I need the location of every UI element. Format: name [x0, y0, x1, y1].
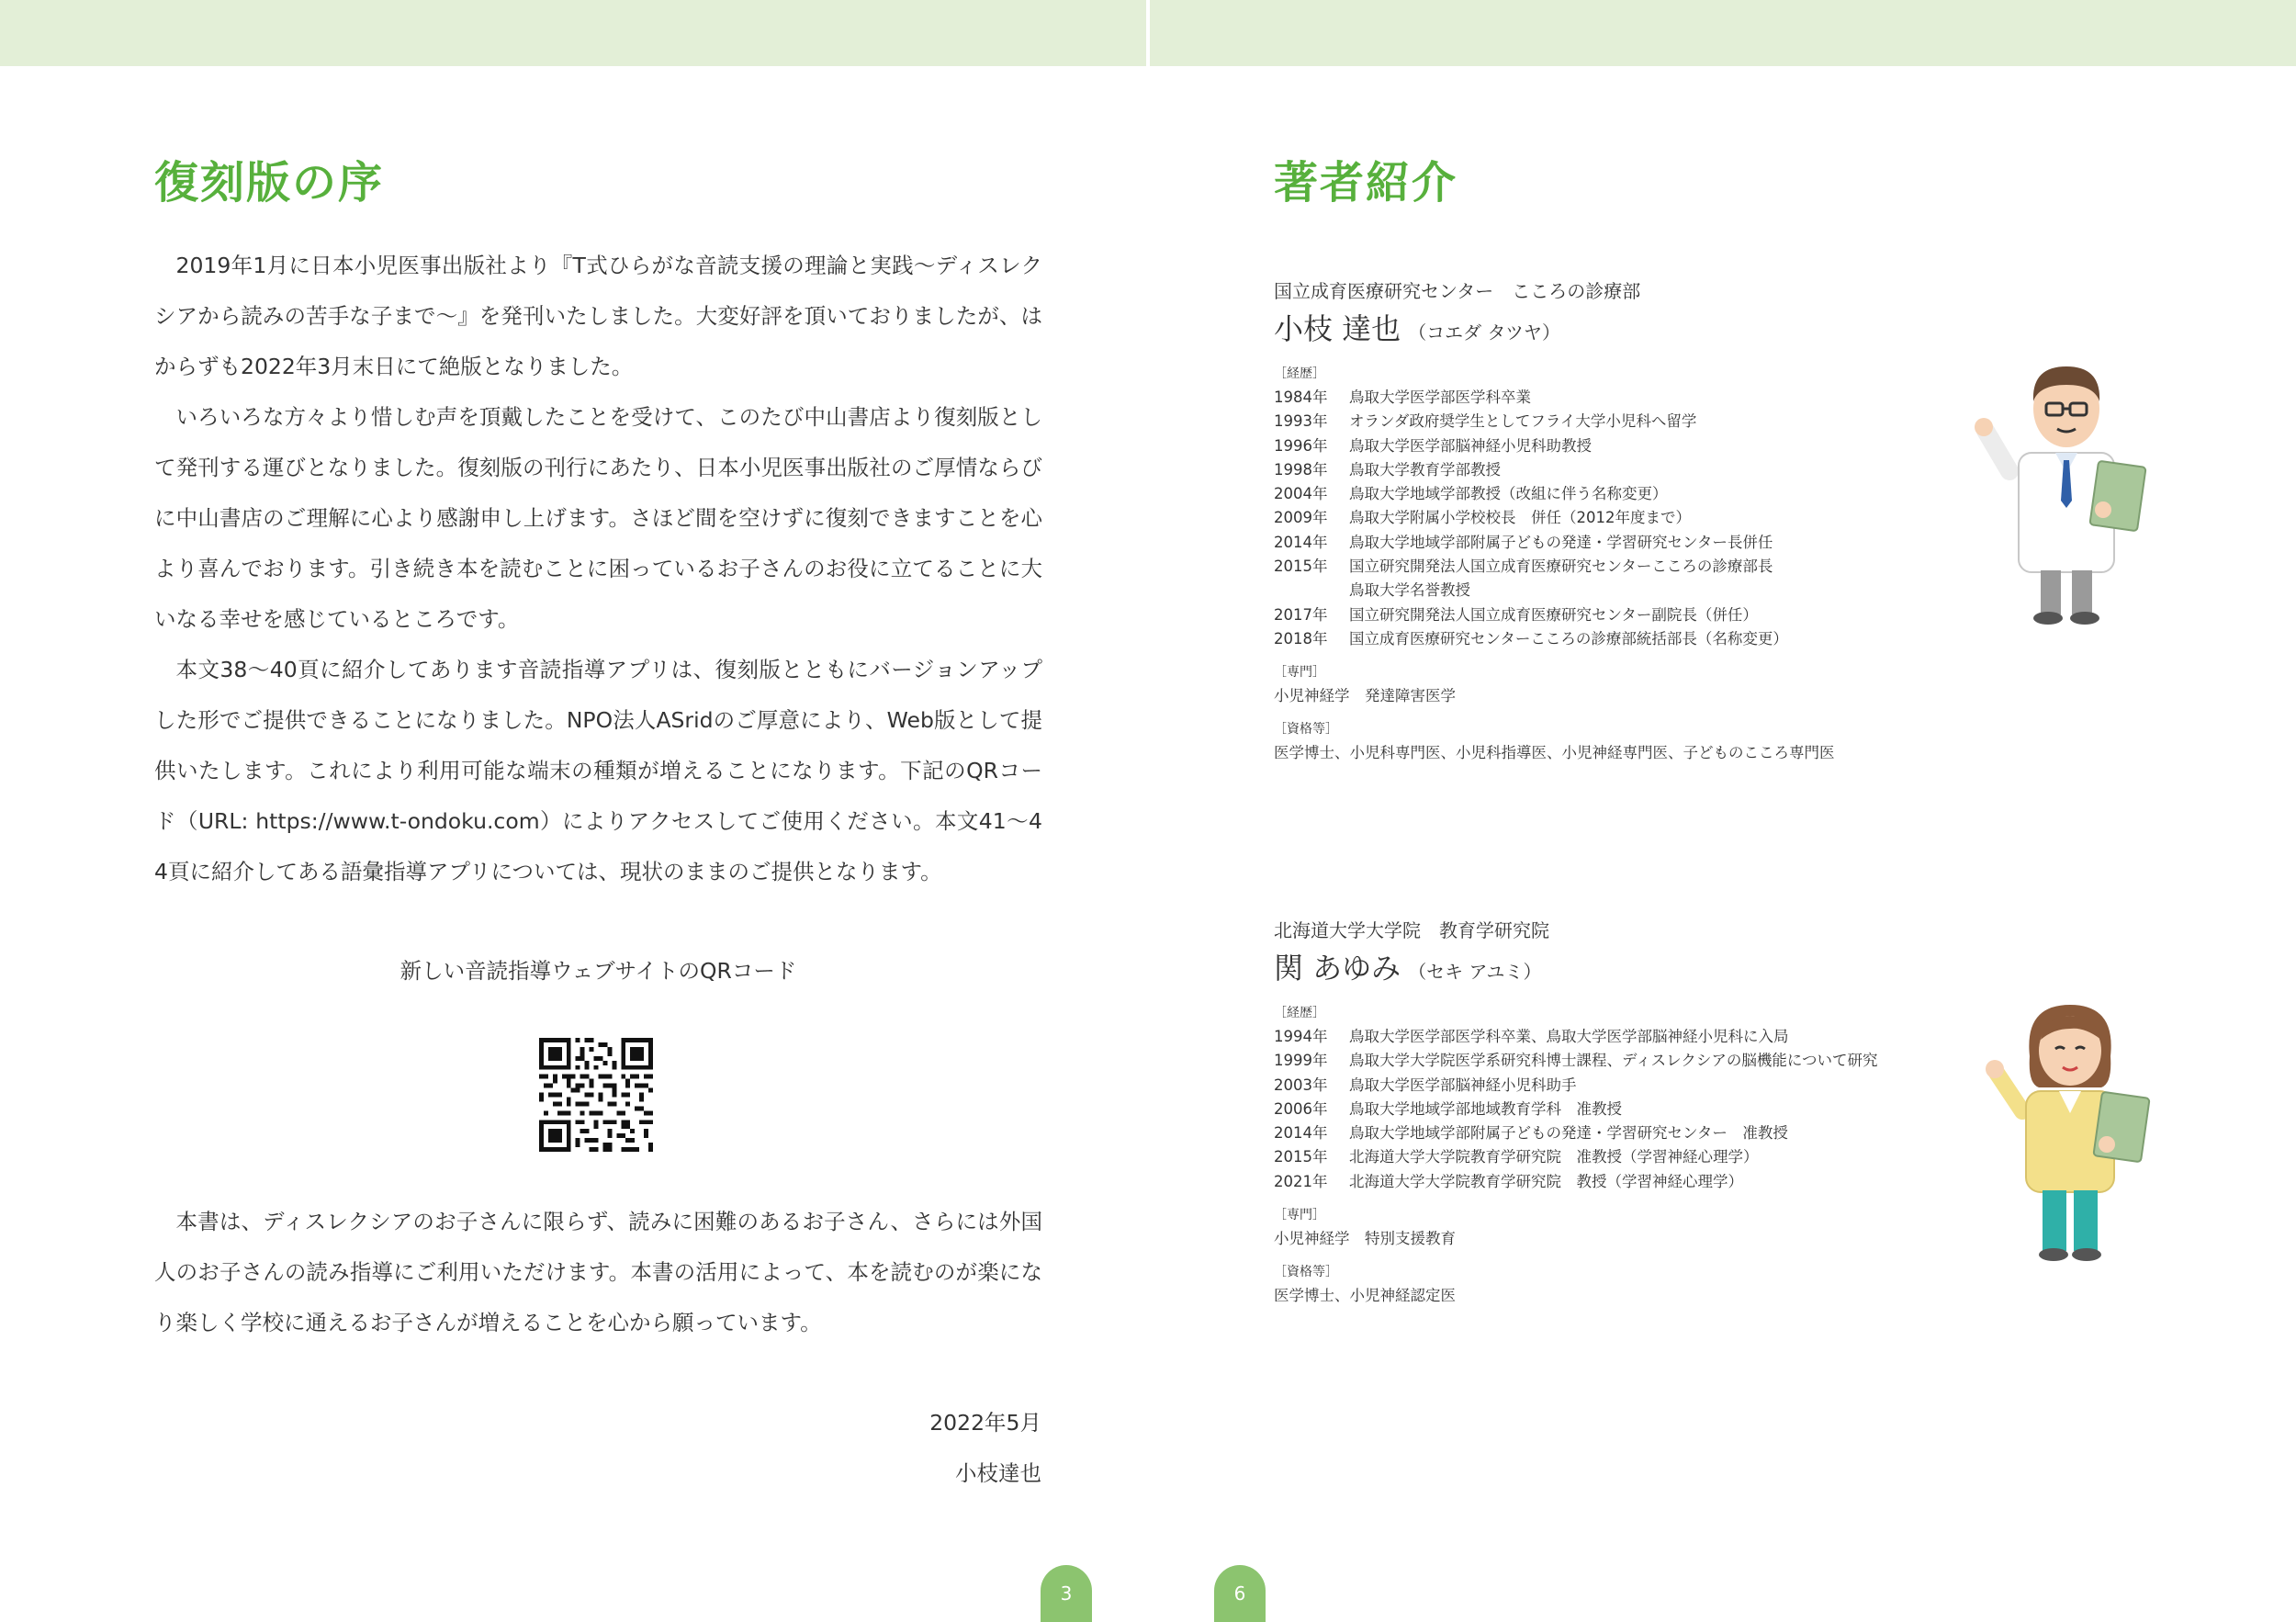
career-year: 2015年 — [1274, 558, 1328, 576]
career-year: 2014年 — [1274, 533, 1328, 551]
career-text: 鳥取大学地域学部附属子どもの発達・学習研究センター長併任 — [1349, 533, 1773, 551]
career-year: 1994年 — [1274, 1028, 1328, 1045]
career-text: 鳥取大学医学部脳神経小児科助教授 — [1349, 436, 1592, 455]
woman-illustration — [1975, 992, 2167, 1267]
career-row — [1274, 1121, 2027, 1145]
qualifications-label: ［資格等］ — [1274, 722, 1338, 738]
doctor-illustration — [1965, 354, 2167, 629]
career-row — [1274, 1145, 2027, 1169]
career-year: 2003年 — [1274, 1076, 1328, 1094]
qr-caption: 新しい音読指導ウェブサイトのQRコード — [400, 958, 797, 984]
career-row — [1274, 1074, 2027, 1098]
career-row — [1274, 603, 2027, 627]
preface-paragraph-3: 本文38〜40頁に紹介してあります音読指導アプリは、復刻版とともにバージョンアップした形でご提供できることになりました。NPO法人ASridのご厚意により、Web版として提供いたします。これにより利用可能な端末の種類が増えることになります。下記のQRコード（URL: https://www.t-ondoku.com）によりアクセスしてご使用ください。本文41〜44頁に紹介してある語彙指導アプリについては、現状のままのご提供となります。 — [154, 657, 1042, 884]
career-row — [1274, 434, 2027, 458]
career-text: 鳥取大学附属小学校校長 併任（2012年度まで） — [1349, 509, 1691, 527]
preface-paragraph-1: 2019年1月に日本小児医事出版社より『T式ひらがな音読支援の理論と実践〜ディスレクシアから読みの苦手な子まで〜』を発刊いたしました。大変好評を頂いておりましたが、はからずも2022年3月末日にて絶版となりました。 — [154, 253, 1042, 379]
career-list — [1274, 1025, 2027, 1194]
qualifications-label: ［資格等］ — [1274, 1265, 1338, 1280]
page-number-right: 6 — [1214, 1565, 1266, 1622]
career-text: 北海道大学大学院教育学研究院 准教授（学習神経心理学） — [1349, 1148, 1759, 1166]
career-text: 鳥取大学医学部医学科卒業、鳥取大学医学部脳神経小児科に入局 — [1349, 1028, 1789, 1045]
career-text: 鳥取大学医学部医学科卒業 — [1349, 389, 1531, 406]
career-row — [1274, 555, 2027, 579]
preface-paragraph-4: 本書は、ディスレクシアのお子さんに限らず、読みに困難のあるお子さん、さらには外国人のお子さんの読み指導にご利用いただけます。本書の活用によって、本を読むのが楽になり楽しく学校に通えるお子さんが増えることを心から願っています。 — [154, 1209, 1042, 1335]
career-year: 2021年 — [1274, 1172, 1328, 1190]
career-year: 1998年 — [1274, 460, 1328, 479]
career-row — [1274, 506, 2027, 530]
top-band-right — [1150, 0, 2296, 66]
author-name — [1274, 309, 2027, 353]
page-title-preface: 復刻版の序 — [154, 157, 385, 208]
career-year: 2017年 — [1274, 605, 1328, 624]
author-name-text: 関 あゆみ — [1274, 951, 1401, 986]
qualifications-text: 医学博士、小児科専門医、小児科指導医、小児神経専門医、子どものこころ専門医 — [1274, 744, 1835, 762]
career-row — [1274, 579, 2027, 603]
career-text: 鳥取大学教育学部教授 — [1349, 460, 1501, 479]
career-row — [1274, 386, 2027, 410]
qualifications-text: 医学博士、小児神経認定医 — [1274, 1287, 1456, 1305]
career-text: 国立研究開発法人国立成育医療研究センター副院長（併任） — [1349, 605, 1758, 624]
career-text: 鳥取大学名誉教授 — [1349, 581, 1470, 600]
career-row — [1274, 627, 2027, 651]
career-year: 2018年 — [1274, 629, 1328, 648]
career-text: 鳥取大学地域学部地域教育学科 准教授 — [1349, 1099, 1622, 1118]
career-text: 国立成育医療研究センターこころの診療部統括部長（名称変更） — [1349, 629, 1788, 648]
specialty-text: 小児神経学 発達障害医学 — [1274, 687, 1456, 705]
career-text: 鳥取大学地域学部教授（改組に伴う名称変更） — [1349, 485, 1668, 503]
preface-paragraph-2: いろいろな方々より惜しむ声を頂戴したことを受けて、このたび中山書店より復刻版として発刊する運びとなりました。復刻版の刊行にあたり、日本小児医事出版社のご厚情ならびに中山書店のご理解に心より感謝申し上げます。さほど間を空けずに復刻できますことを心より喜んでおります。引き続き本を読むことに困っているお子さんのお役に立てることに大いなる幸せを感じているところです。 — [154, 404, 1042, 632]
career-year: 2009年 — [1274, 509, 1328, 527]
author-affiliation: 北海道大学大学院 教育学研究院 — [1274, 919, 1549, 941]
top-band-left — [0, 0, 1146, 66]
career-label: ［経歴］ — [1274, 1006, 1325, 1020]
career-row — [1274, 1025, 2027, 1049]
preface-signature: 小枝達也 — [955, 1460, 1041, 1486]
page-title-authors: 著者紹介 — [1274, 157, 1458, 208]
page-number-left: 3 — [1041, 1565, 1092, 1622]
career-year: 1984年 — [1274, 389, 1328, 406]
career-year: 1993年 — [1274, 412, 1328, 431]
career-year: 2014年 — [1274, 1124, 1328, 1143]
career-row — [1274, 1170, 2027, 1194]
author-affiliation: 国立成育医療研究センター こころの診療部 — [1274, 280, 1641, 302]
preface-date: 2022年5月 — [929, 1410, 1041, 1436]
specialty-text: 小児神経学 特別支援教育 — [1274, 1230, 1456, 1248]
career-text: 鳥取大学医学部脳神経小児科助手 — [1349, 1076, 1577, 1094]
career-row — [1274, 410, 2027, 434]
preface-closing — [154, 1197, 1042, 1348]
career-row — [1274, 531, 2027, 555]
author-name-kana: （コエダ タツヤ） — [1408, 321, 1560, 344]
author-name — [1274, 948, 2027, 992]
career-text: 鳥取大学地域学部附属子どもの発達・学習研究センター 准教授 — [1349, 1124, 1788, 1143]
career-year — [1274, 579, 1349, 603]
career-label: ［経歴］ — [1274, 366, 1325, 381]
career-row — [1274, 458, 2027, 482]
career-text: 北海道大学大学院教育学研究院 教授（学習神経心理学） — [1349, 1172, 1743, 1190]
career-text: 鳥取大学大学院医学系研究科博士課程、ディスレクシアの脳機能について研究 — [1349, 1052, 1878, 1070]
career-text: オランダ政府奨学生としてフライ大学小児科へ留学 — [1349, 412, 1697, 431]
career-row — [1274, 1049, 2027, 1073]
career-row — [1274, 482, 2027, 506]
author-profile-seki — [1274, 917, 2027, 1308]
career-year: 1996年 — [1274, 436, 1328, 455]
author-name-text: 小枝 達也 — [1274, 311, 1401, 346]
career-year: 1999年 — [1274, 1052, 1328, 1070]
specialty-label: ［専門］ — [1274, 665, 1325, 681]
preface-body — [154, 241, 1042, 897]
author-profile-koeda — [1274, 277, 2027, 765]
author-name-kana: （セキ アユミ） — [1408, 961, 1542, 983]
career-year: 2015年 — [1274, 1148, 1328, 1166]
career-year: 2006年 — [1274, 1099, 1328, 1118]
career-row — [1274, 1098, 2027, 1121]
career-text: 国立研究開発法人国立成育医療研究センターこころの診療部長 — [1349, 558, 1773, 576]
career-list — [1274, 386, 2027, 651]
qr-code[interactable] — [539, 1038, 653, 1152]
specialty-label: ［専門］ — [1274, 1208, 1325, 1223]
career-year: 2004年 — [1274, 485, 1328, 503]
